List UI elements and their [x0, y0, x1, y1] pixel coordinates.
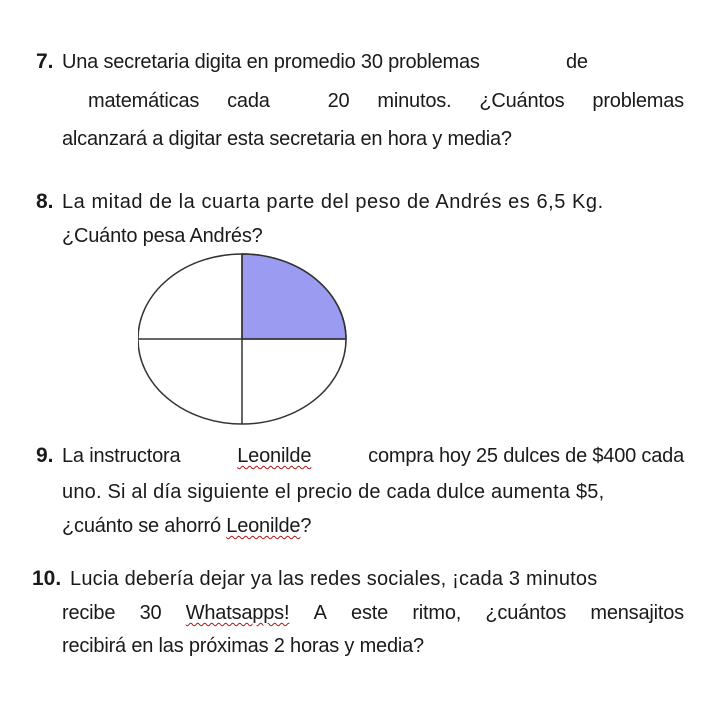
word: compra hoy 25 dulces de $400 cada	[368, 445, 684, 467]
problem-number: 7.	[36, 50, 54, 73]
spellcheck-word: Whatsapps!	[185, 602, 290, 624]
problem-text-line: alcanzará a digitar esta secretaria en hora y media?	[62, 128, 512, 150]
spellcheck-name: Leonilde	[226, 515, 301, 537]
problem-text-line	[62, 515, 311, 538]
word: 30	[139, 602, 162, 624]
word: cada	[227, 90, 270, 112]
word: ritmo,	[412, 602, 462, 624]
word: A	[313, 602, 327, 624]
problem-text-line	[88, 90, 684, 113]
word: ?	[300, 515, 312, 537]
problem-number: 10.	[32, 567, 62, 590]
problem-text-line: ¿Cuánto pesa Andrés?	[62, 225, 263, 247]
problem-number: 8.	[36, 190, 54, 213]
shaded-quarter	[242, 254, 346, 339]
word: 20	[327, 90, 350, 112]
word: La instructora	[62, 445, 181, 467]
word: ¿cuántos	[485, 602, 567, 624]
word: mensajitos	[590, 602, 684, 624]
problem-text-line: Lucia debería dejar ya las redes sociales, ¡cada 3 minutos	[70, 568, 598, 590]
word: problemas	[592, 90, 684, 112]
quartered-circle-figure	[138, 251, 352, 427]
word: este	[351, 602, 389, 624]
problem-text-line	[62, 445, 684, 468]
word: ¿Cuántos	[479, 90, 565, 112]
problem-text-line: La mitad de la cuarta parte del peso de Andrés es 6,5 Kg.	[62, 191, 604, 213]
word: recibe	[62, 602, 116, 624]
word: matemáticas	[88, 90, 200, 112]
problem-text-line: de	[566, 51, 588, 73]
word: ¿cuánto se ahorró	[62, 515, 221, 537]
word: minutos.	[377, 90, 452, 112]
problem-number: 9.	[36, 444, 54, 467]
problem-text-line: recibirá en las próximas 2 horas y media?	[62, 635, 424, 657]
problem-text-line	[62, 602, 684, 625]
problem-text-line: uno. Si al día siguiente el precio de cada dulce aumenta $5,	[62, 481, 605, 503]
spellcheck-name: Leonilde	[237, 445, 312, 467]
problem-text-line: Una secretaria digita en promedio 30 problemas	[62, 51, 480, 73]
